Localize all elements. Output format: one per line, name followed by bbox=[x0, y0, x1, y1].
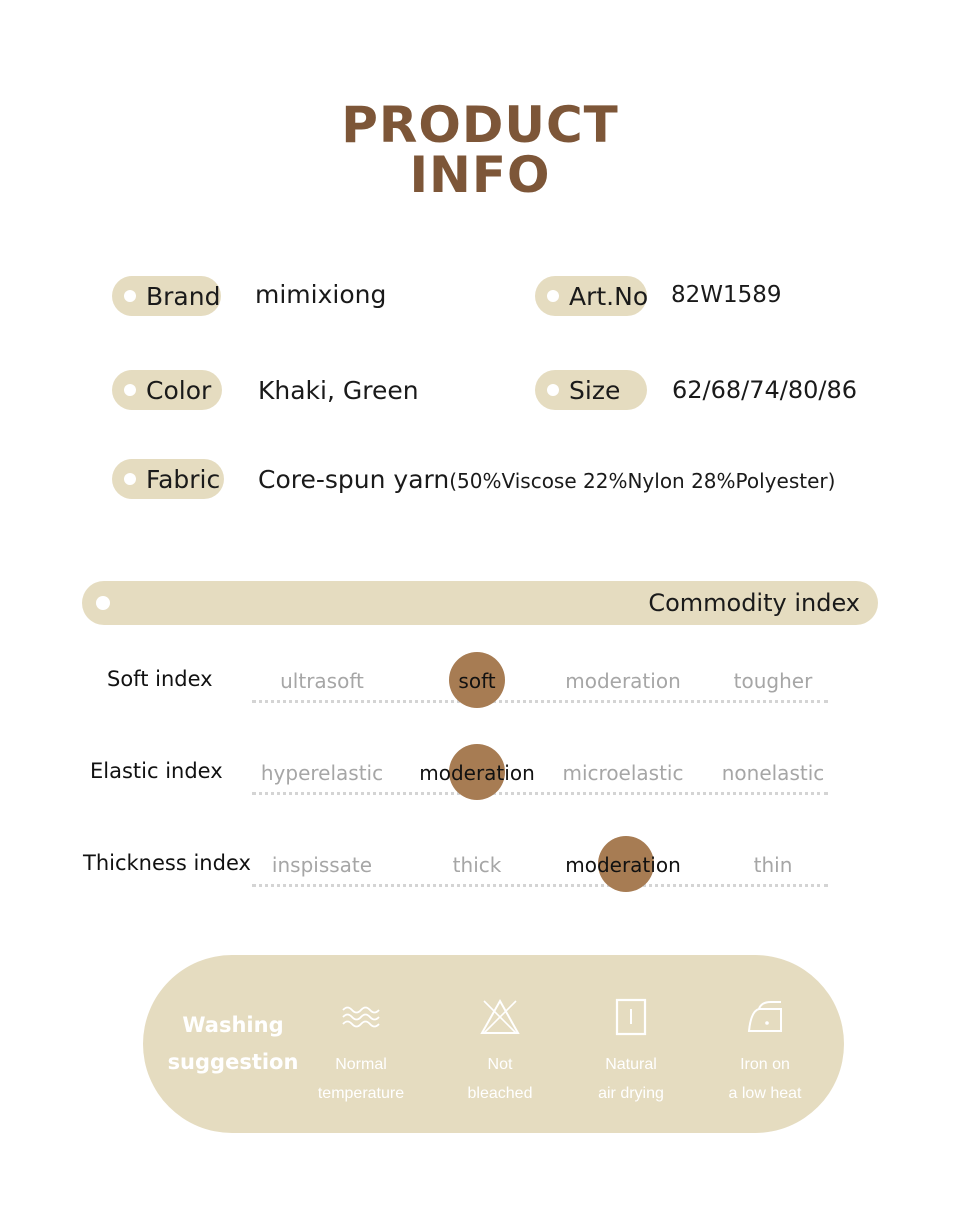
size-label-text: Size bbox=[569, 375, 621, 405]
bullet-icon bbox=[547, 290, 559, 302]
wash-text-line2: temperature bbox=[317, 1085, 405, 1102]
art-no-label-text: Art.No bbox=[569, 281, 649, 311]
bullet-icon bbox=[124, 473, 136, 485]
index-option: hyperelastic bbox=[260, 761, 384, 785]
fabric-label-text: Fabric bbox=[146, 464, 221, 494]
index-option: nonelastic bbox=[721, 761, 825, 785]
triangle-icon bbox=[480, 997, 520, 1037]
color-label bbox=[112, 370, 222, 410]
index-option: moderation bbox=[565, 669, 681, 693]
index-option: tougher bbox=[733, 669, 813, 693]
brand-label-text: Brand bbox=[146, 281, 221, 311]
index-row-label: Soft index bbox=[107, 667, 213, 691]
index-row-label: Elastic index bbox=[90, 759, 223, 783]
washing-title-line1: Washing bbox=[182, 1013, 284, 1037]
fabric-value-detail: (50%Viscose 22%Nylon 28%Polyester) bbox=[449, 469, 836, 493]
brand-label bbox=[112, 276, 221, 316]
size-label bbox=[535, 370, 647, 410]
index-dotted-line bbox=[252, 884, 828, 887]
color-label-text: Color bbox=[146, 375, 212, 405]
fabric-value bbox=[258, 465, 835, 494]
wash-text bbox=[566, 1050, 696, 1108]
bullet-icon bbox=[124, 290, 136, 302]
index-dotted-line bbox=[252, 792, 828, 795]
wash-text-line1: Not bbox=[487, 1056, 513, 1073]
wash-text-line1: Natural bbox=[605, 1056, 657, 1073]
washing-suggestion-panel bbox=[143, 955, 844, 1133]
index-option: ultrasoft bbox=[280, 669, 364, 693]
bullet-icon bbox=[96, 596, 110, 610]
hang-dry-icon bbox=[611, 997, 651, 1037]
art-no-label bbox=[535, 276, 647, 316]
index-dotted-line bbox=[252, 700, 828, 703]
size-value: 62/68/74/80/86 bbox=[672, 376, 858, 404]
bullet-icon bbox=[547, 384, 559, 396]
iron-icon bbox=[745, 997, 785, 1037]
fabric-value-main: Core-spun yarn bbox=[258, 465, 450, 494]
index-option: thin bbox=[753, 853, 793, 877]
index-option: moderation bbox=[565, 853, 681, 877]
index-row-label: Thickness index bbox=[83, 851, 251, 875]
index-option: microelastic bbox=[562, 761, 684, 785]
wash-text-line1: Iron on bbox=[740, 1056, 790, 1073]
fabric-label bbox=[112, 459, 224, 499]
wash-text bbox=[700, 1050, 830, 1108]
art-no-value: 82W1589 bbox=[671, 282, 782, 308]
wash-text-line2: air drying bbox=[598, 1085, 664, 1102]
wash-text-line2: bleached bbox=[467, 1085, 533, 1102]
index-option: soft bbox=[458, 669, 496, 693]
color-value: Khaki, Green bbox=[258, 376, 419, 405]
wash-text bbox=[435, 1050, 565, 1108]
commodity-index-label: Commodity index bbox=[648, 589, 860, 617]
bullet-icon bbox=[124, 384, 136, 396]
brand-value: mimixiong bbox=[255, 280, 387, 309]
index-option: thick bbox=[452, 853, 502, 877]
wash-text bbox=[296, 1050, 426, 1108]
wave-icon bbox=[341, 997, 381, 1037]
index-option: inspissate bbox=[271, 853, 373, 877]
washing-title-line2: suggestion bbox=[167, 1050, 299, 1074]
wash-text-line2: a low heat bbox=[728, 1085, 802, 1102]
page-title-line2: INFO bbox=[409, 146, 551, 204]
wash-text-line1: Normal bbox=[335, 1056, 387, 1073]
page-title-line1: PRODUCT bbox=[341, 96, 619, 154]
index-option: moderation bbox=[419, 761, 535, 785]
commodity-index-bar bbox=[82, 581, 878, 625]
